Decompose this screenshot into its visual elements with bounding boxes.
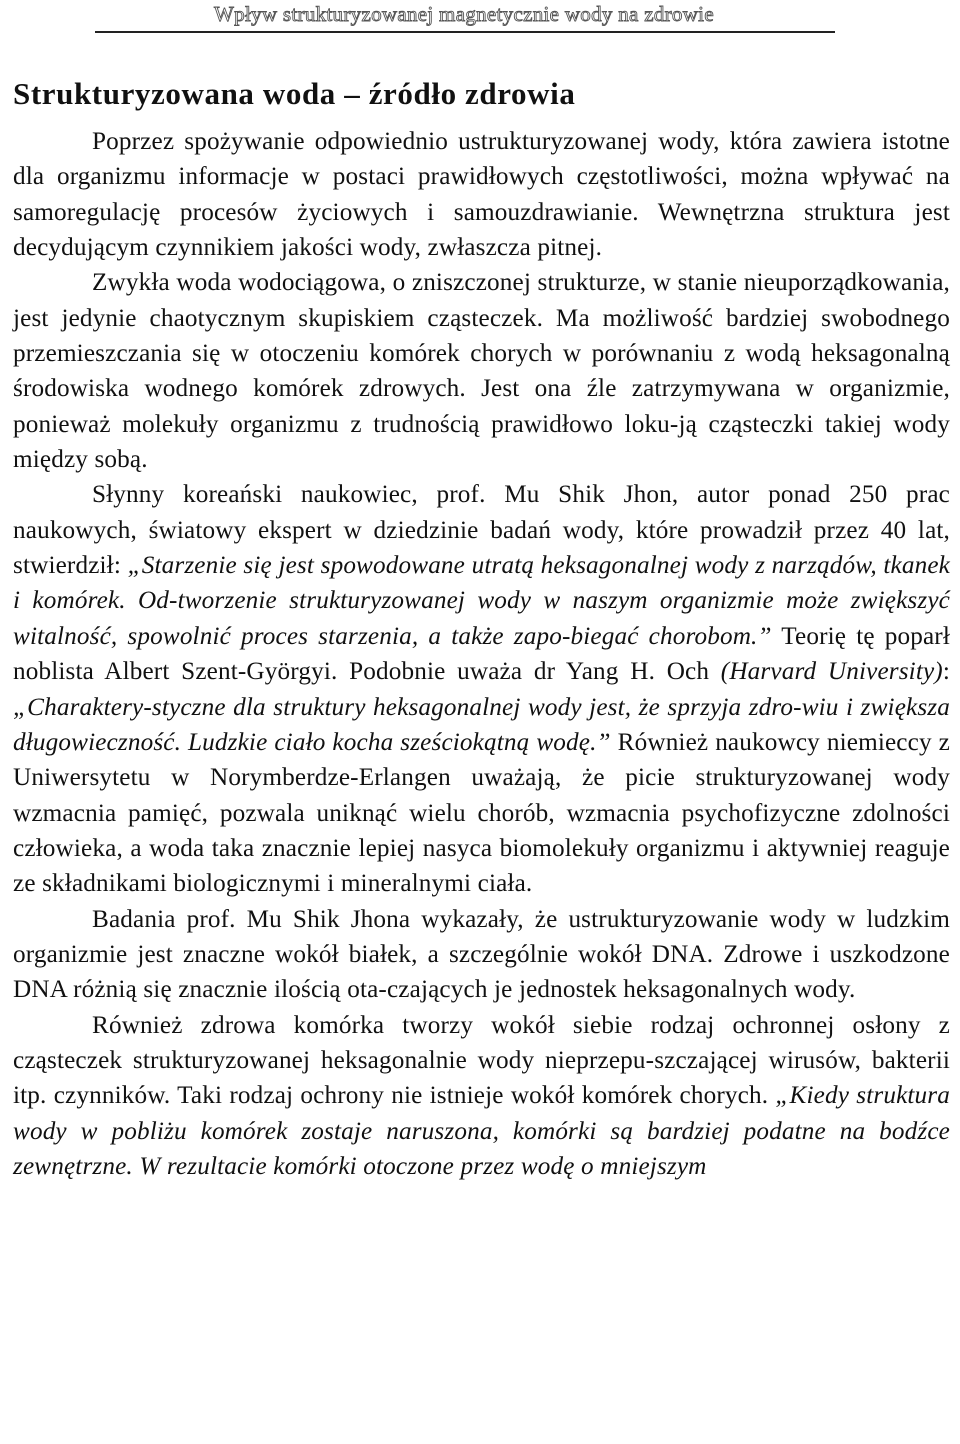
paragraph-3-text-1: Słynny koreański naukowiec, prof. Mu Shik Jhon, autor ponad 250 prac naukowych, światowy ekspert w dziedzinie badań wody, które prowadził przez 40 lat, stwierdził:: [13, 481, 950, 580]
paragraph-4: Badania prof. Mu Shik Jhona wykazały, że ustrukturyzowanie wody w ludzkim organizmie jest znaczne wokół białek, a szczególnie wokół DNA. Zdrowe i uszkodzone DNA różnią się znacznie ilością ota-czających je jednostek heksagonalnych wody.: [13, 905, 950, 1004]
paragraph-5: [13, 1008, 950, 1185]
paragraph-3-text-3: :: [942, 658, 950, 686]
paragraph-3: [13, 477, 950, 901]
article-title: Strukturyzowana woda – źródło zdrowia: [13, 76, 576, 111]
running-header: Wpływ strukturyzowanej magnetycznie wody na zdrowie: [214, 2, 714, 26]
paragraph-2: Zwykła woda wodociągowa, o zniszczonej strukturze, w stanie nieuporządkowania, jest jedynie chaotycznym skupiskiem cząsteczek. Ma możliwość bardziej swobodnego przemieszczania się w otoczeniu komórek chorych w porównaniu z wodą heksagonalną środowiska wodnego komórek zdrowych. Jest ona źle zatrzymywana w organizmie, ponieważ molekuły organizmu z trudnością prawidłowo loku-ją cząsteczki takiej wody między sobą.: [13, 269, 950, 474]
paragraph-1: Poprzez spożywanie odpowiednio ustrukturyzowanej wody, która zawiera istotne dla organizmu informacje w postaci prawidłowych częstotliwości, można wpływać na samoregulację procesów życiowych i samouzdrawianie. Wewnętrzna struktura jest decydującym czynnikiem jakości wody, zwłaszcza pitnej.: [13, 128, 950, 262]
affiliation-harvard: (Harvard University): [720, 658, 943, 686]
paragraph-5-text-1: Również zdrowa komórka tworzy wokół siebie rodzaj ochronnej osłony z cząsteczek strukturyzowanej heksagonalnie wody nieprzepu-szczającej wirusów, bakterii itp. czynników. Taki rodzaj ochrony nie istnieje wokół komórek chorych.: [13, 1011, 950, 1110]
quote-jhon: „Starzenie się jest spowodowane utratą heksagonalnej wody z narządów, tkanek i komórek. Od-tworzenie strukturyzowanej wody w naszym organizmie może zwiększyć witalność, spowolnić proces starzenia, a także zapo-biegać chorobom.”: [13, 552, 951, 650]
header-rule: [95, 31, 835, 33]
quote-cell-water: „Kiedy struktura wody w pobliżu komórek zostaje naruszona, komórki są bardziej podatne na bodźce zewnętrzne. W rezultacie komórki otoczone przez wodę o mniejszym: [13, 1082, 950, 1180]
paragraph-3-text-2: Teorię tę poparł noblista Albert Szent-Györgyi. Podobnie uważa dr Yang H. Och: [13, 622, 950, 686]
paragraph-3-text-4: Również naukowcy niemieccy z Uniwersytetu w Norymberdze-Erlangen uważają, że picie strukturyzowanej wody wzmacnia pamięć, pozwala uniknąć wielu chorób, wzmacnia psychofizyczne zdolności człowieka, a woda taka znacznie lepiej nasyca biomolekuły organizmu i aktywniej reaguje ze składnikami biologicznymi i mineralnymi ciała.: [13, 728, 950, 898]
article-body: [13, 124, 950, 1184]
quote-och: „Charaktery-styczne dla struktury heksagonalnej wody jest, że sprzyja zdro-wiu i zwiększa długowieczność. Ludzkie ciało kocha sześciokątną wodę.”: [13, 693, 950, 756]
